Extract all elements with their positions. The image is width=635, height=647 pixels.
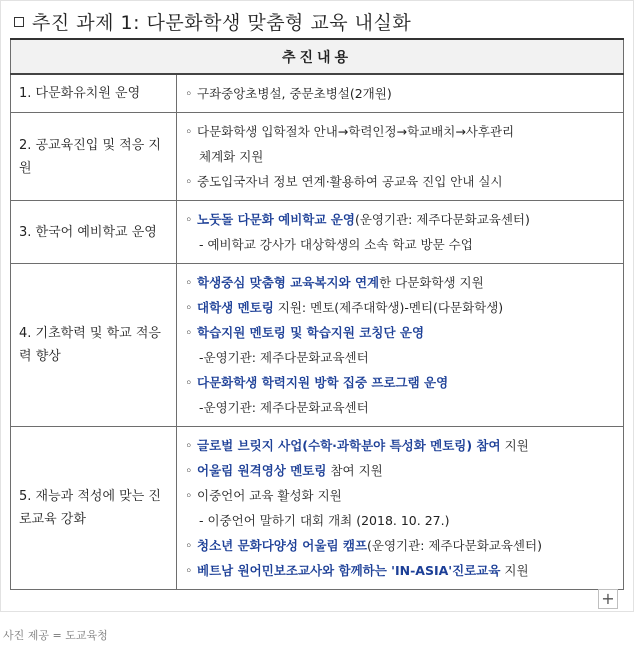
- sub-item: [185, 345, 617, 370]
- sub-item: [185, 508, 617, 533]
- row-detail: [177, 264, 624, 427]
- highlight-text: 노둣돌 다문화 예비학교 운영: [197, 212, 355, 227]
- bullet-icon: ◦: [185, 300, 193, 315]
- item-text: -운영기관: 제주다문화교육센터: [199, 400, 369, 415]
- sub-item: [185, 232, 617, 257]
- row-category: 4. 기초학력 및 학교 적응력 향상: [11, 264, 177, 427]
- item-text: 한 다문화학생 지원: [379, 275, 484, 290]
- bullet-icon: ◦: [185, 488, 193, 503]
- bullet-icon: ◦: [185, 275, 193, 290]
- bullet-item: [185, 533, 617, 558]
- row-category: 3. 한국어 예비학교 운영: [11, 201, 177, 264]
- item-text: 구좌중앙초병설, 중문초병설(2개원): [197, 86, 392, 101]
- highlight-text: 청소년 문화다양성 어울림 캠프: [197, 538, 368, 553]
- item-text: - 예비학교 강사가 대상학생의 소속 학교 방문 수업: [199, 237, 473, 252]
- table-header: 추진내용: [11, 39, 624, 74]
- bullet-item: [185, 119, 617, 144]
- section-heading: [14, 8, 411, 35]
- bullet-icon: ◦: [185, 463, 193, 478]
- item-text: 지원: [500, 438, 529, 453]
- bullet-icon: ◦: [185, 375, 193, 390]
- row-detail: [177, 201, 624, 264]
- table-row: [11, 427, 624, 590]
- highlight-text: 글로벌 브릿지 사업(수학·과학분야 특성화 멘토링) 참여: [197, 438, 501, 453]
- item-text: (운영기관: 제주다문화교육센터): [354, 212, 530, 227]
- item-text: 참여 지원: [326, 463, 383, 478]
- item-text: - 이중언어 말하기 대회 개최 (2018. 10. 27.): [199, 513, 450, 528]
- bullet-item: [185, 558, 617, 583]
- highlight-text: 학습지원 멘토링 및 학습지원 코칭단 운영: [197, 325, 425, 340]
- section-title: 추진 과제 1: 다문화학생 맞춤형 교육 내실화: [32, 12, 412, 34]
- row-category: 2. 공교육진입 및 적응 지원: [11, 113, 177, 201]
- item-text: -운영기관: 제주다문화교육센터: [199, 350, 369, 365]
- bullet-item: [185, 295, 617, 320]
- expand-button[interactable]: [598, 589, 618, 609]
- plan-table: [10, 38, 624, 590]
- item-text: (운영기관: 제주다문화교육센터): [367, 538, 542, 553]
- bullet-item: [185, 169, 617, 194]
- bullet-icon: ◦: [185, 86, 193, 101]
- highlight-text: 다문화학생 학력지원 방학 집중 프로그램 운영: [197, 375, 449, 390]
- table-header-row: [11, 39, 624, 74]
- sub-item: [185, 395, 617, 420]
- bullet-item: [185, 458, 617, 483]
- item-text: 체계화 지원: [199, 149, 264, 164]
- bullet-icon: ◦: [185, 174, 193, 189]
- highlight-text: 베트남 원어민보조교사와 함께하는 'IN-ASIA'진로교육: [197, 563, 501, 578]
- photo-caption: 사진 제공 = 도교육청: [3, 629, 108, 642]
- bullet-icon: ◦: [185, 212, 193, 227]
- table-row: [11, 201, 624, 264]
- bullet-item: [185, 370, 617, 395]
- bullet-item: [185, 320, 617, 345]
- bullet-icon: ◦: [185, 563, 193, 578]
- item-text: 이중언어 교육 활성화 지원: [197, 488, 342, 503]
- bullet-item: [185, 483, 617, 508]
- square-bullet-icon: [14, 17, 24, 27]
- item-text: 지원: 멘토(제주대학생)-멘티(다문화학생): [273, 300, 504, 315]
- item-text: 지원: [500, 563, 529, 578]
- row-category: 5. 재능과 적성에 맞는 진로교육 강화: [11, 427, 177, 590]
- row-detail: [177, 427, 624, 590]
- bullet-icon: ◦: [185, 538, 193, 553]
- highlight-text: 대학생 멘토링: [197, 300, 274, 315]
- table-row: [11, 74, 624, 113]
- bullet-icon: ◦: [185, 325, 193, 340]
- table-row: [11, 264, 624, 427]
- bullet-icon: ◦: [185, 438, 193, 453]
- item-text: 다문화학생 입학절차 안내→학력인정→학교배치→사후관리: [197, 124, 515, 139]
- plus-icon: +: [601, 589, 615, 608]
- highlight-text: 학생중심 맞춤형 교육복지와 연계: [197, 275, 380, 290]
- bullet-item: [185, 81, 617, 106]
- bullet-item: [185, 270, 617, 295]
- row-detail: [177, 74, 624, 113]
- table-row: [11, 113, 624, 201]
- row-detail: [177, 113, 624, 201]
- bullet-item: [185, 433, 617, 458]
- table-body: [11, 74, 624, 590]
- bullet-item: [185, 207, 617, 232]
- item-text: 중도입국자녀 정보 연계·활용하여 공교육 진입 안내 실시: [197, 174, 503, 189]
- sub-item: [185, 144, 617, 169]
- row-category: 1. 다문화유치원 운영: [11, 74, 177, 113]
- bullet-icon: ◦: [185, 124, 193, 139]
- highlight-text: 어울림 원격영상 멘토링: [197, 463, 327, 478]
